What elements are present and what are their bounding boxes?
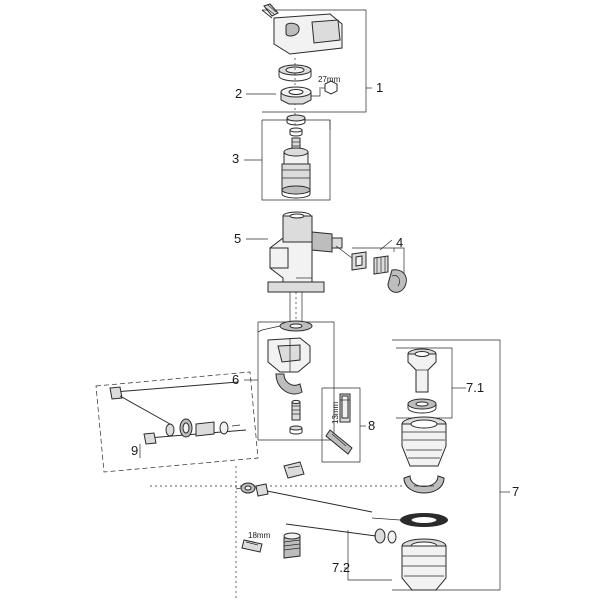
part-drain-body: [372, 417, 448, 590]
callout-7-2: 7.2: [332, 560, 351, 575]
part-faucet-body: [270, 212, 342, 290]
dimension-label-27mm: 27mm: [318, 75, 341, 84]
callout-4: 4: [396, 235, 404, 250]
callout-6: 6: [232, 372, 240, 387]
part-aerator-set: [352, 252, 406, 292]
callout-7-1: 7.1: [466, 380, 485, 395]
part-rod-linkage: [110, 382, 246, 444]
callout-5: 5: [234, 231, 242, 246]
callout-3: 3: [232, 151, 240, 166]
part-handle-lever: [262, 4, 342, 54]
part-cartridge: [282, 115, 310, 198]
callout-1: 1: [376, 80, 384, 95]
callout-9: 9: [131, 443, 139, 458]
part-popup-waste-top: [408, 349, 436, 413]
dimension-label-18mm: 18mm: [248, 531, 271, 540]
part-pivot-rod-assembly: [236, 462, 396, 558]
part-clamp-bracket: [268, 338, 310, 434]
dimension-label-13mm: 13mm: [331, 401, 340, 424]
callout-2: 2: [235, 86, 243, 101]
callout-8: 8: [368, 418, 376, 433]
part-mounting-plate: [262, 282, 324, 331]
callout-7: 7: [512, 484, 520, 499]
